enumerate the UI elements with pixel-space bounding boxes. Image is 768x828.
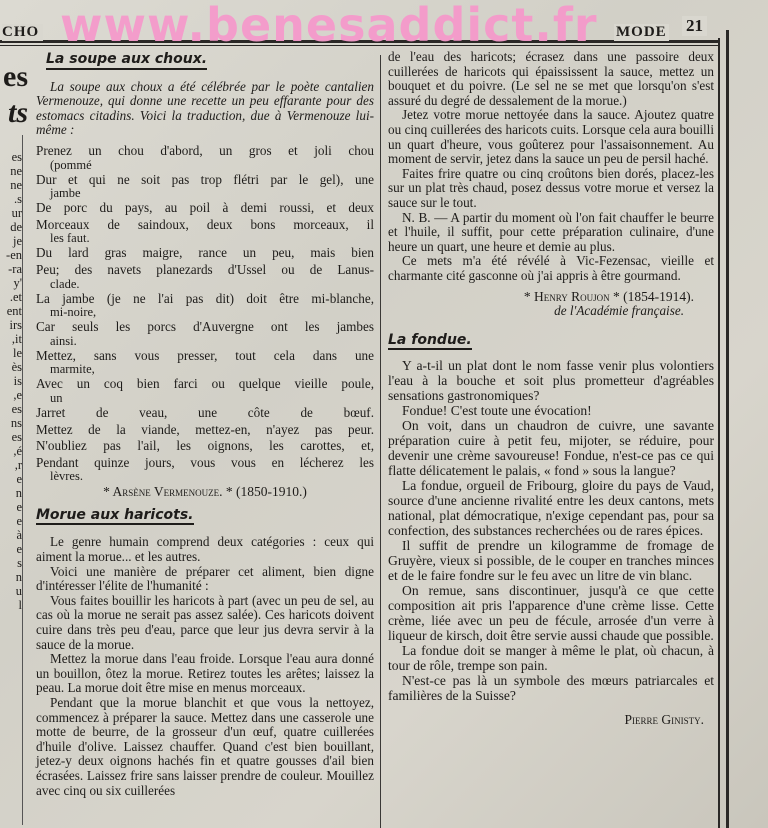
header-section-fragment: MODE	[616, 24, 667, 40]
paragraph: On remue, sans discontinuer, jusqu'à ce que cette composition ait pris l'apparence d'une crème lisse. Cette crème, liée avec un peu de fécule, arrosée d'un verre à liqueur de kirsch, doit être servie aussi chaude que possible.	[388, 583, 714, 644]
verse-line: Avec un coq bien farci ou quelque vieille poule,	[36, 376, 374, 392]
margin-fragment: e,	[13, 388, 22, 402]
paragraph: Mettez la morue dans l'eau froide. Lorsque l'eau aura donné un bouillon, ôtez la morue. Retirez toutes les arêtes; laissez la peau. La morue doit être mise en menus morceaux.	[36, 651, 374, 696]
verse-line: Mettez de la viande, mettez-en, n'ayez pas peur.	[36, 421, 374, 437]
paragraph: Il suffit de prendre un kilogramme de fromage de Gruyère, vieux si possible, de le couper en tranches minces et de le faire fondre sur le feu avec un litre de vin blanc.	[388, 538, 714, 584]
poem-verse	[36, 349, 374, 376]
paragraph: Voici une manière de préparer cet aliment, bien digne d'intéresser l'élite de l'humanité :	[36, 563, 374, 594]
verse-continuation: ainsi.	[50, 333, 77, 348]
margin-fragment: le	[12, 346, 22, 360]
margin-fragment-big: ts	[7, 96, 28, 129]
section-title-morue: Morue aux haricots.	[36, 508, 194, 526]
margin-fragment: r,	[14, 458, 22, 472]
verse-continuation: marmite,	[50, 362, 95, 377]
verse-line: Mettez, sans vous presser, tout cela dans une	[36, 347, 374, 363]
margin-fragment: it,	[11, 332, 22, 346]
paragraph: N'est-ce pas là un symbole des mœurs patriarcales et familières de la Suisse?	[388, 673, 714, 704]
verse-line: Dur et qui ne soit pas trop flétri par le gel), une	[36, 171, 374, 187]
margin-fragment: ra-	[8, 262, 22, 276]
verse-line: Du lard gras maigre, rance un peu, mais bien	[36, 245, 374, 261]
paragraph: Vous faites bouillir les haricots à part (avec un peu de sel, au cas où la morue ne serait pas assez salée). Ces haricots doivent cuire dans très peu d'eau, parce que leur jus devra servir à la sauce de la morue.	[36, 592, 374, 652]
margin-fragment: ne	[10, 178, 22, 192]
margin-fragment: n	[15, 486, 22, 500]
paragraph: de l'eau des haricots; écrasez dans une passoire deux cuillerées de haricots qui épaississent la sauce, mettez un bouquet et du poivre. (Le sel ne se met que lorsqu'on s'est assuré du degré de dessalement de la morue.)	[388, 49, 714, 108]
soupe-signature: * Arsène Vermenouze. * (1850-1910.)	[103, 484, 307, 500]
poem-verse	[36, 263, 374, 290]
margin-fragment: ent	[6, 304, 22, 318]
verse-continuation: mi-noire,	[50, 305, 97, 320]
frame-border-outer	[726, 30, 729, 828]
poem-verse	[36, 246, 374, 261]
margin-fragment: é,	[13, 444, 22, 458]
fondue-text	[388, 358, 714, 703]
morue-signature: * Henry Roujon * (1854-1914).	[523, 288, 694, 304]
verse-continuation: un	[50, 390, 63, 405]
paragraph: Y a-t-il un plat dont le nom fasse venir plus volontiers l'eau à la bouche et soit plus prometteur d'agréables sensations gastronomiques?	[388, 358, 714, 404]
poem-verse	[36, 292, 374, 319]
margin-fragment: de	[10, 220, 22, 234]
verse-line: Pendant quinze jours, vous vous en lécherez les	[36, 454, 374, 470]
margin-fragment: ur	[11, 206, 22, 220]
paragraph: Faites frire quatre ou cinq croûtons bien dorés, placez-les sur un plat très chaud, posez dessus votre morue et versez la sauce sur le tout.	[388, 165, 714, 210]
poem-verse	[36, 320, 374, 347]
margin-fragment: et.	[9, 290, 22, 304]
poem-verse	[36, 377, 374, 404]
verse-continuation: jambe	[50, 186, 81, 201]
section-title-fondue: La fondue.	[388, 333, 472, 351]
poem-verse	[36, 423, 374, 438]
paragraph: Fondue! C'est toute une évocation!	[402, 403, 592, 419]
verse-continuation: lèvres.	[50, 469, 83, 484]
verse-continuation: les faut.	[50, 231, 90, 246]
paragraph: La fondue, orgueil de Fribourg, gloire du pays de Vaud, source d'une ancienne rivalité entre les deux cantons, mets national, plat démocratique, n'exige cependant pas, pour sa confection, des substances recherchées ou de rares épices.	[388, 478, 714, 539]
margin-fragment: u	[15, 584, 22, 598]
margin-fragment: n	[15, 570, 22, 584]
fondue-signature: Pierre Ginisty.	[624, 712, 704, 728]
verse-line: N'oubliez pas l'ail, les oignons, les carottes, et,	[36, 438, 374, 454]
watermark: www.benesaddict.fr	[60, 0, 598, 52]
left-margin-fragments	[0, 150, 22, 612]
margin-fragment: irs	[9, 318, 22, 332]
paragraph: La fondue doit se manger à même le plat, où chacun, à tour de rôle, trempe son pain.	[388, 643, 714, 674]
poem-verse	[36, 173, 374, 200]
header-title-fragment: CHO	[2, 24, 43, 41]
verse-line: Morceaux de saindoux, deux bons morceaux, il	[36, 216, 374, 232]
page-number: 21	[682, 16, 707, 36]
margin-fragment: es	[11, 402, 22, 416]
margin-fragment: e	[16, 500, 22, 514]
soupe-intro: La soupe aux choux a été célébrée par le poète cantalien Vermenouze, qui donne une recette un peu effarante pour des estomacs citadins. Voici la traduction, due à Vermenouze lui-même :	[36, 78, 374, 138]
verse-line: De porc du pays, au poil à demi roussi, et deux	[36, 200, 374, 216]
margin-fragment-big: es	[3, 60, 28, 93]
poem-verse	[36, 406, 374, 421]
margin-fragment: is	[13, 374, 22, 388]
poem-verse	[36, 439, 374, 454]
verse-continuation: (pommé	[50, 157, 92, 172]
left-column-divider	[22, 135, 23, 825]
margin-fragment: l	[18, 598, 22, 612]
paragraph: On voit, dans un chaudron de cuivre, une savante préparation cuire à petit feu, mijoter, se réduire, pour devenir une crème savoureuse! Fondue, n'est-ce pas ce qui flatte délicatement le palais, « fond » sous la langue?	[388, 418, 714, 479]
left-column	[36, 52, 374, 798]
morue-text-right	[388, 50, 714, 284]
margin-fragment: s.	[14, 192, 22, 206]
column-divider	[380, 55, 381, 828]
poem-verse	[36, 201, 374, 216]
margin-fragment: ne	[10, 164, 22, 178]
morue-text-left	[36, 535, 374, 798]
paragraph: Pendant que la morue blanchit et que vous la nettoyez, commencez à préparer la sauce. Mettez dans une casserole une motte de beurre, de la grosseur d'un œuf, quatre cuillerées d'huile d'olive. Laissez chauffer. Quand c'est bien bouillant, jetez-y deux oignons hachés fin et quatre gousses d'ail bien écrasées. Laissez frire sans laisser prendre de couleur. Mouillez avec cinq ou six cuillerées	[36, 695, 374, 798]
margin-fragment: je	[12, 234, 22, 248]
margin-fragment: es	[11, 150, 22, 164]
right-column	[388, 50, 714, 728]
paragraph: Le genre humain comprend deux catégories : ceux qui aiment la morue... et les autres.	[36, 534, 374, 565]
poem-verse	[36, 218, 374, 245]
margin-fragment: s	[17, 556, 22, 570]
margin-fragment: à	[16, 528, 22, 542]
margin-fragment: e	[16, 542, 22, 556]
margin-fragment: en-	[6, 248, 22, 262]
soupe-poem	[36, 144, 374, 482]
verse-line: Jarret de veau, une côte de bœuf.	[36, 404, 374, 420]
margin-fragment: ns	[10, 416, 22, 430]
morue-signature-affiliation: de l'Académie française.	[554, 303, 684, 319]
section-title-soupe: La soupe aux choux.	[46, 52, 207, 70]
verse-line: Prenez un chou d'abord, un gros et joli chou	[36, 142, 374, 158]
margin-fragment: e	[16, 472, 22, 486]
paragraph: N. B. — A partir du moment où l'on fait chauffer le beurre et l'huile, il suffit, pour cette préparation culinaire, d'une heure un quart, une heure et demie au plus.	[388, 209, 714, 254]
margin-fragment: ès	[11, 360, 22, 374]
paragraph: Ce mets m'a été révélé à Vic-Fezensac, vieille et charmante cité gasconne où j'ai appris à être gourmand.	[388, 253, 714, 283]
poem-verse	[36, 144, 374, 171]
margin-fragment: e	[16, 514, 22, 528]
verse-continuation: clade.	[50, 276, 80, 291]
poem-verse	[36, 456, 374, 483]
paragraph: Jetez votre morue nettoyée dans la sauce. Ajoutez quatre ou cinq cuillerées des haricots cuits. Lorsque cela aura bouilli un quart d'heure, vous goûterez pour l'assaisonnement. Au moment de servir, jetez dans la sauce un peu de persil haché.	[388, 107, 714, 167]
margin-fragment: es	[11, 430, 22, 444]
frame-border-inner	[718, 38, 720, 828]
verse-line: La jambe (je ne l'ai pas dit) doit être mi-blanche,	[36, 290, 374, 306]
verse-line: Peu; des navets planezards d'Ussel ou de Lanus-	[36, 261, 374, 277]
margin-fragment: 'y	[13, 276, 22, 290]
verse-line: Car seuls les porcs d'Auvergne ont les jambes	[36, 319, 374, 335]
